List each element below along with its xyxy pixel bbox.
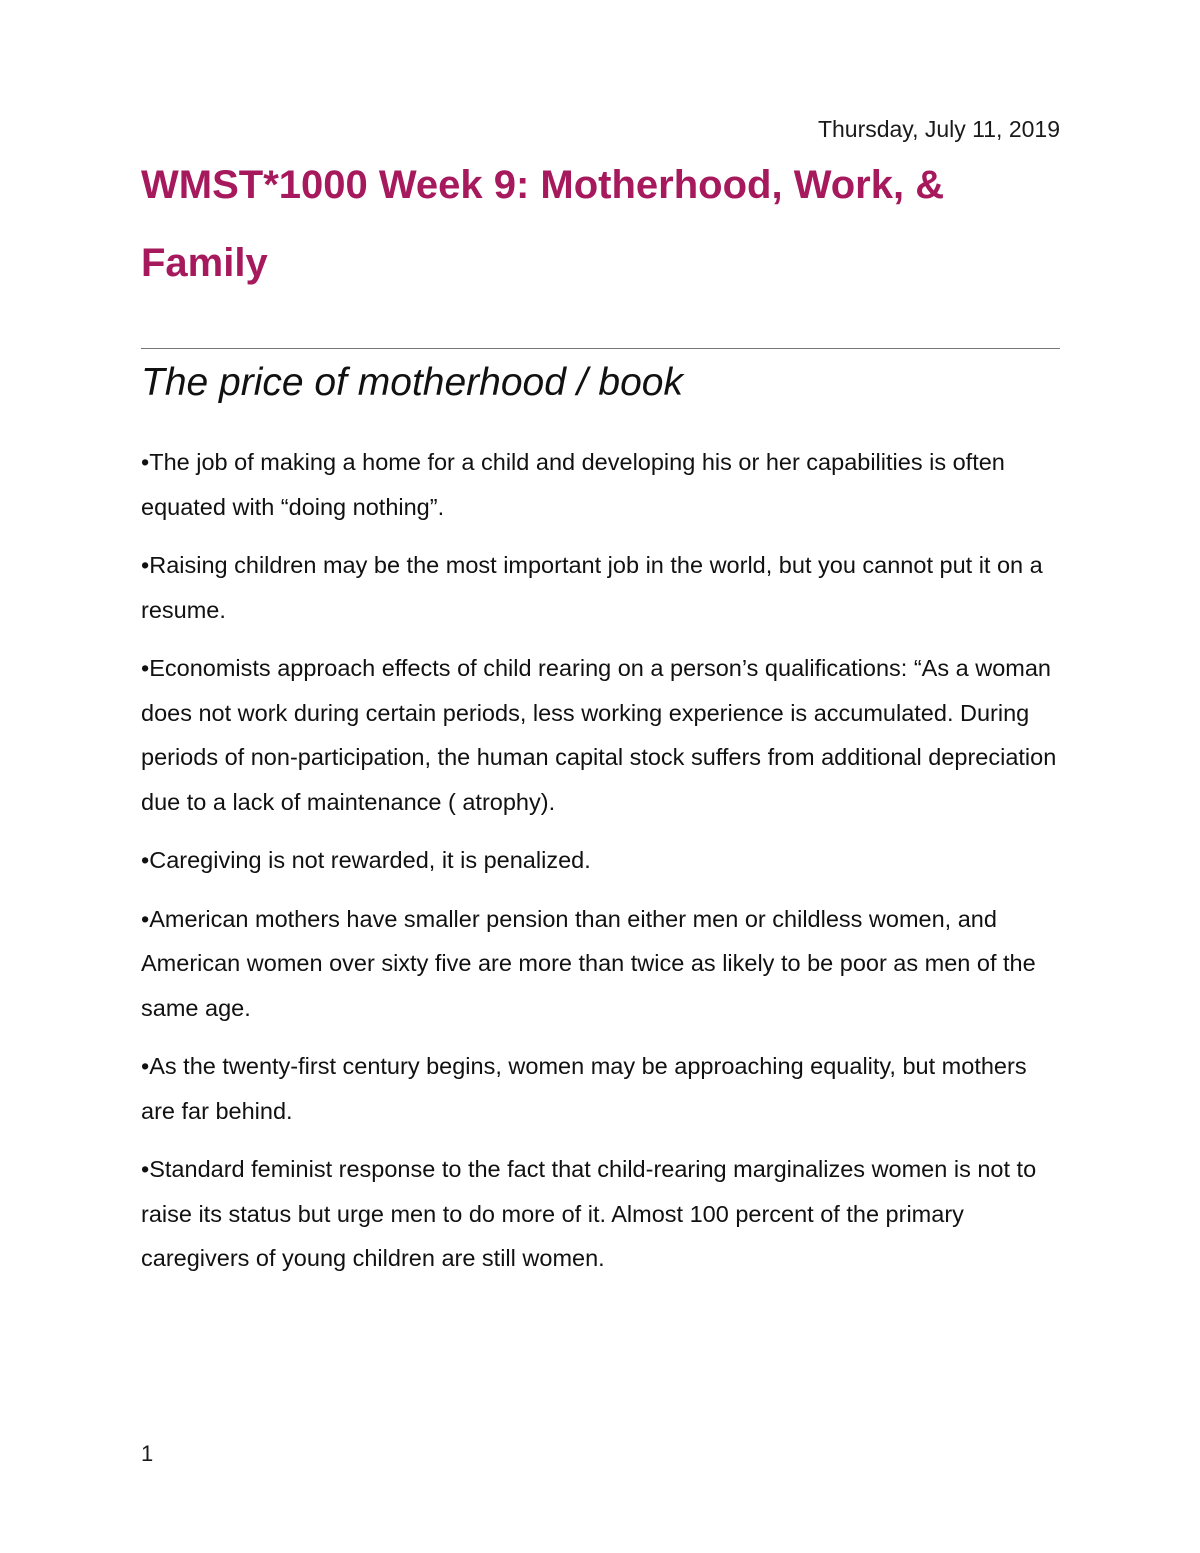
page-number: 1 <box>141 1441 154 1466</box>
bullet-item: •Standard feminist response to the fact that child-rearing marginalizes women is not to raise its status but urge men to do more of it. Almost 100 percent of the primary caregivers of young children are still women. <box>141 1156 1037 1271</box>
bullet-item: •As the twenty-first century begins, women may be approaching equality, but mothers are far behind. <box>141 1053 1027 1124</box>
section-divider <box>141 348 1060 349</box>
document-date: Thursday, July 11, 2019 <box>817 116 1060 142</box>
document-title: WMST*1000 Week 9: Motherhood, Work, & Family <box>141 163 945 285</box>
bullet-item: •Raising children may be the most important job in the world, but you cannot put it on a resume. <box>141 552 1043 623</box>
bullet-item: •American mothers have smaller pension than either men or childless women, and American women over sixty five are more than twice as likely to be poor as men of the same age. <box>141 905 1036 1021</box>
bullet-item: •Economists approach effects of child rearing on a person’s qualifications: “As a woman does not work during certain periods, less working experience is accumulated. During periods of non-participation, the human capital stock suffers from additional depreciation due to a lack of maintenance ( atrophy). <box>141 655 1057 815</box>
bullet-list <box>141 440 1061 1295</box>
bullet-item: •Caregiving is not rewarded, it is penalized. <box>141 847 591 873</box>
bullet-item: •The job of making a home for a child and developing his or her capabilities is often equated with “doing nothing”. <box>141 449 1005 520</box>
section-heading: The price of motherhood / book <box>141 361 683 404</box>
